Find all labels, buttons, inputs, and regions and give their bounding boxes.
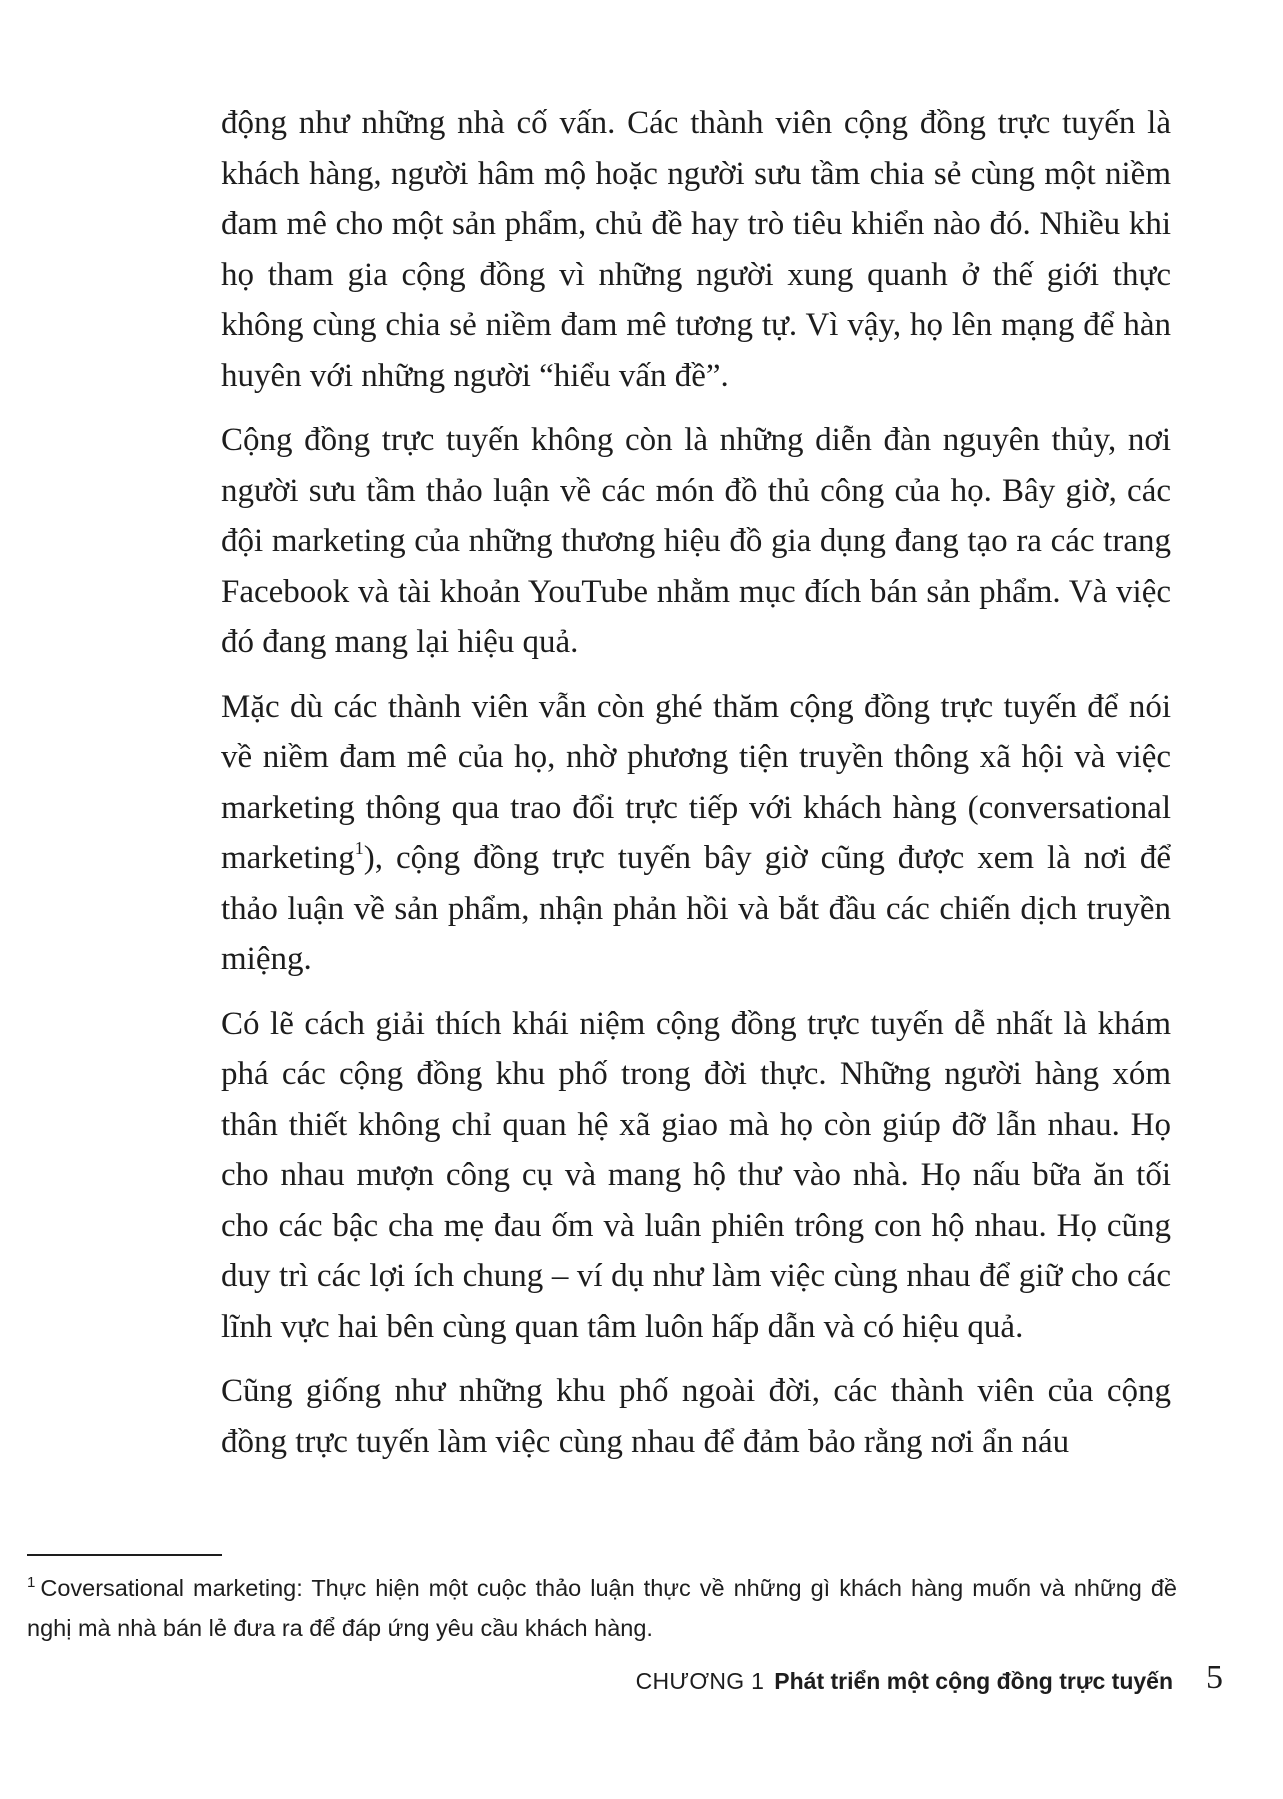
paragraph-3 (221, 682, 1171, 985)
body-text (221, 98, 1171, 1481)
paragraph-4: Có lẽ cách giải thích khái niệm cộng đồng trực tuyến dễ nhất là khám phá các cộng đồng khu phố trong đời thực. Những người hàng xóm thân thiết không chỉ quan hệ xã giao mà họ còn giúp đỡ lẫn nhau. Họ cho nhau mượn công cụ và mang hộ thư vào nhà. Họ nấu bữa ăn tối cho các bậc cha mẹ đau ốm và luân phiên trông con hộ nhau. Họ cũng duy trì các lợi ích chung – ví dụ như làm việc cùng nhau để giữ cho các lĩnh vực hai bên cùng quan tâm luôn hấp dẫn và có hiệu quả. (221, 1005, 1171, 1345)
paragraph-2: Cộng đồng trực tuyến không còn là những diễn đàn nguyên thủy, nơi người sưu tầm thảo luận về các món đồ thủ công của họ. Bây giờ, các đội marketing của những thương hiệu đồ gia dụng đang tạo ra các trang Facebook và tài khoản YouTube nhằm mục đích bán sản phẩm. Và việc đó đang mang lại hiệu quả. (221, 422, 1171, 660)
page-number: 5 (1206, 1659, 1223, 1696)
chapter-title: Phát triển một cộng đồng trực tuyến (774, 1668, 1173, 1694)
footnote-reference: 1 (354, 838, 364, 858)
chapter-label: CHƯƠNG 1 (635, 1668, 765, 1694)
paragraph-3-after: ), cộng đồng trực tuyến bây giờ cũng được xem là nơi để thảo luận về sản phẩm, nhận phản hồi và bắt đầu các chiến dịch truyền miệng. (221, 840, 1171, 977)
footnote-marker: 1 (27, 1574, 36, 1591)
paragraph-1: động như những nhà cố vấn. Các thành viên cộng đồng trực tuyến là khách hàng, người hâm mộ hoặc người sưu tầm chia sẻ cùng một niềm đam mê cho một sản phẩm, chủ đề hay trò tiêu khiển nào đó. Nhiều khi họ tham gia cộng đồng vì những người xung quanh ở thế giới thực không cùng chia sẻ niềm đam mê tương tự. Vì vậy, họ lên mạng để hàn huyên với những người “hiểu vấn đề”. (221, 105, 1171, 394)
paragraph-3-before: Mặc dù các thành viên vẫn còn ghé thăm cộng đồng trực tuyến để nói về niềm đam mê của họ, nhờ phương tiện truyền thông xã hội và việc marketing thông qua trao đổi trực tiếp với khách hàng (conversational marketing (221, 688, 1171, 876)
footnote-text: Coversational marketing: Thực hiện một cuộc thảo luận thực về những gì khách hàng muốn và những đề nghị mà nhà bán lẻ đưa ra để đáp ứng yêu cầu khách hàng. (27, 1575, 1177, 1641)
footnote-divider (27, 1554, 222, 1556)
running-footer (636, 1668, 1173, 1695)
footnote (27, 1568, 1177, 1648)
paragraph-5: Cũng giống như những khu phố ngoài đời, các thành viên của cộng đồng trực tuyến làm việc cùng nhau để đảm bảo rằng nơi ẩn náu (221, 1373, 1171, 1460)
